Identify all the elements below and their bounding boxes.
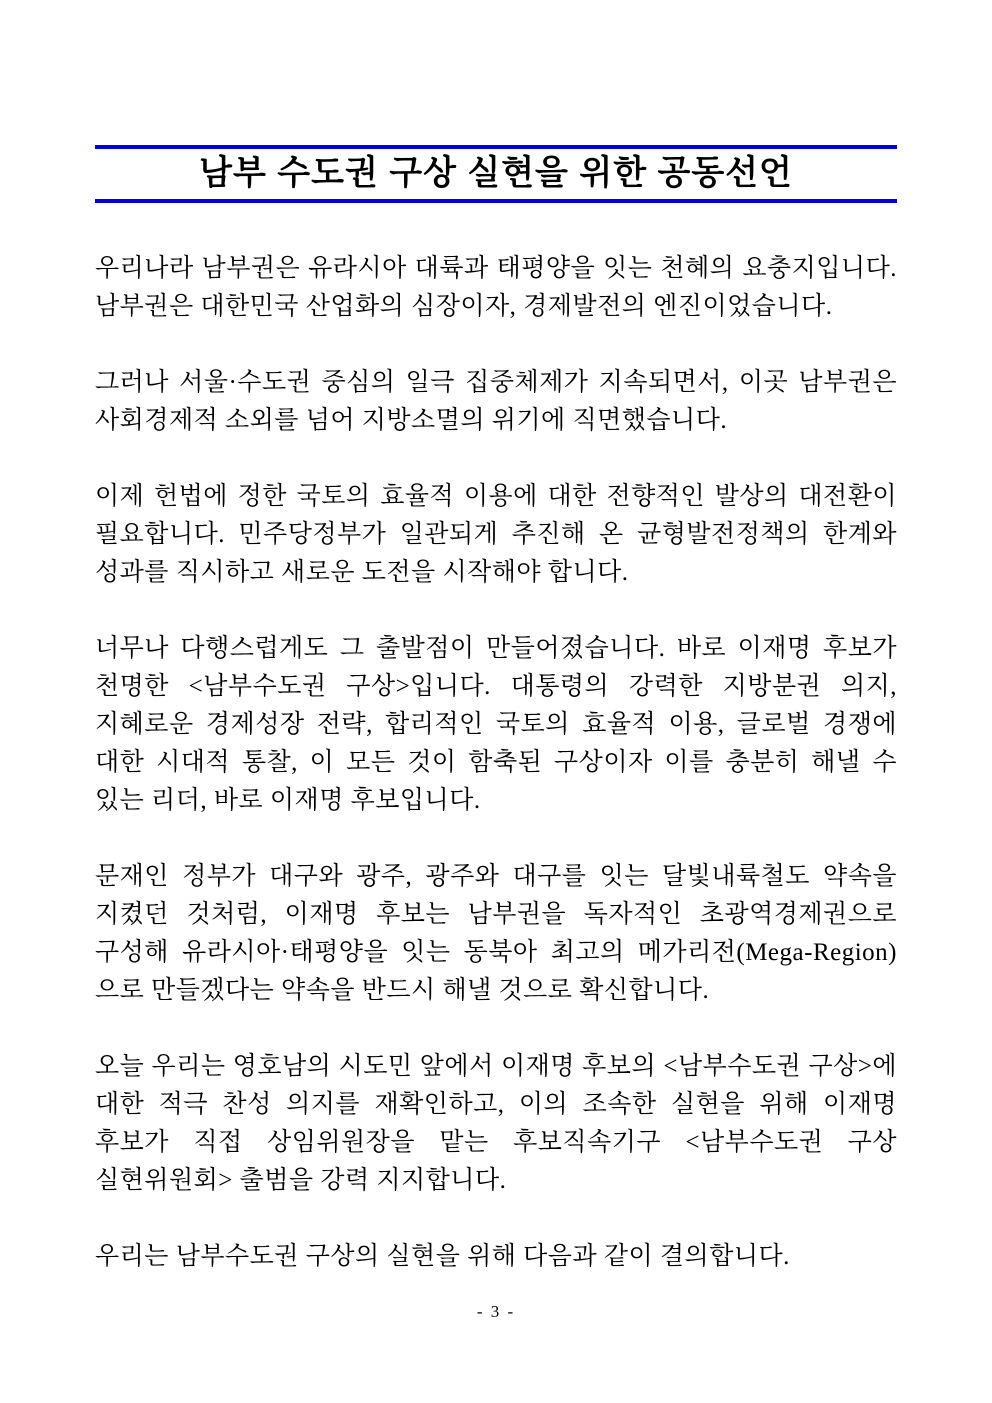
paragraph-need: 이제 헌법에 정한 국토의 효율적 이용에 대한 전향적인 발상의 대전환이 필요합니다. 민주당정부가 일관되게 추진해 온 균형발전정책의 한계와 성과를 직시하고 새로운 도전을 시작해야 합니다. (95, 483, 897, 586)
paragraph-resolution: 우리는 남부수도권 구상의 실현을 위해 다음과 같이 결의합니다. (95, 1243, 790, 1270)
paragraph-promise: 문재인 정부가 대구와 광주, 광주와 대구를 잇는 달빛내륙철도 약속을 지켰던 것처럼, 이재명 후보는 남부권을 독자적인 초광역경제권으로 구성해 유라시아·태평양을 잇는 동북아 최고의 메가리전(Mega-Region)으로 만들겠다는 약속을 반드시 해낼 것으로 확신합니다. (95, 863, 897, 1004)
document-title: 남부 수도권 구상 실현을 위한 공동선언 (199, 154, 793, 192)
paragraph-intro: 우리나라 남부권은 유라시아 대륙과 태평양을 잇는 천혜의 요충지입니다. 남부권은 대한민국 산업화의 심장이자, 경제발전의 엔진이었습니다. (95, 255, 897, 320)
paragraph-vision: 너무나 다행스럽게도 그 출발점이 만들어졌습니다. 바로 이재명 후보가 천명한 <남부수도권 구상>입니다. 대통령의 강력한 지방분권 의지, 지혜로운 경제성장 전략, 합리적인 국토의 효율적 이용, 글로벌 경쟁에 대한 시대적 통찰, 이 모든 것이 함축된 구상이자 이를 충분히 해낼 수 있는 리더, 바로 이재명 후보입니다. (95, 635, 897, 814)
page-number: - 3 - (476, 1302, 516, 1321)
document-body (95, 203, 897, 1276)
paragraph-problem: 그러나 서울·수도권 중심의 일극 집중체제가 지속되면서, 이곳 남부권은 사회경제적 소외를 넘어 지방소멸의 위기에 직면했습니다. (95, 369, 897, 434)
paragraph-support: 오늘 우리는 영호남의 시도민 앞에서 이재명 후보의 <남부수도권 구상>에 대한 적극 찬성 의지를 재확인하고, 이의 조속한 실현을 위해 이재명 후보가 직접 상임위원장을 맡는 후보직속기구 <남부수도권 구상 실현위원회> 출범을 강력 지지합니다. (95, 1053, 897, 1194)
title-banner (95, 145, 897, 203)
